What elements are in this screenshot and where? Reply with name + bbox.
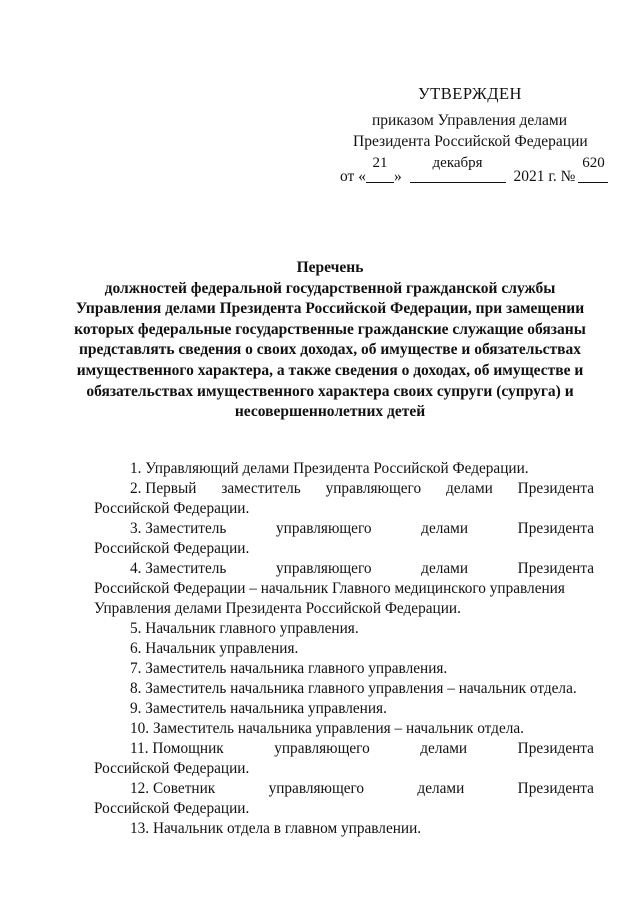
- list-item: [94, 739, 594, 779]
- date-month-blank: [410, 155, 506, 183]
- order-line-1: приказом Управления делами: [372, 112, 568, 129]
- list-item: 7. Заместитель начальника главного управления.: [130, 660, 448, 677]
- word: 3. Заместитель: [130, 520, 227, 537]
- word: делами: [445, 480, 493, 497]
- list-item: [94, 479, 594, 519]
- list-item: 9. Заместитель начальника управления.: [130, 700, 387, 717]
- list-item: 8. Заместитель начальника главного управления – начальник отдела.: [130, 680, 577, 697]
- date-month: декабря: [432, 155, 483, 171]
- date-prefix: от «: [340, 168, 366, 185]
- order-date-row: [340, 155, 608, 188]
- date-day-blank: [366, 155, 394, 183]
- order-number: 620: [582, 155, 605, 171]
- date-day: 21: [372, 155, 388, 171]
- list-item: [94, 779, 594, 819]
- title-line: несовершеннолетних детей: [234, 403, 426, 421]
- word: Президента: [517, 740, 594, 757]
- title-heading: Перечень: [296, 259, 364, 276]
- word: 2. Первый: [130, 480, 197, 497]
- list-item-continuation: Российской Федерации – начальник Главного медицинского управления: [94, 580, 565, 597]
- list-item: 5. Начальник главного управления.: [130, 620, 359, 637]
- title-line: представлять сведения о своих доходах, об имуществе и обязательствах: [78, 341, 582, 359]
- word: управляющего: [325, 480, 422, 497]
- list-item: [94, 519, 594, 559]
- word: 11. Помощник: [130, 740, 224, 757]
- list-item-first-line: [94, 559, 594, 579]
- list-item: 10. Заместитель начальника управления – начальник отдела.: [130, 720, 524, 737]
- list-item-continuation: Российской Федерации.: [94, 540, 250, 557]
- word: Президента: [517, 480, 594, 497]
- list-item-first-line: [94, 479, 594, 499]
- list-item-continuation: Российской Федерации.: [94, 760, 250, 777]
- positions-list: [94, 459, 594, 839]
- word: заместитель: [221, 480, 301, 497]
- word: Президента: [517, 560, 594, 577]
- list-item: 13. Начальник отдела в главном управлении.: [130, 820, 422, 837]
- word: 4. Заместитель: [130, 560, 227, 577]
- word: 12. Советник: [130, 780, 216, 797]
- list-item: 1. Управляющий делами Президента Российской Федерации.: [130, 460, 529, 477]
- date-year: 2021 г. №: [513, 168, 576, 185]
- word: делами: [421, 560, 469, 577]
- list-item-first-line: [94, 739, 594, 759]
- word: управляющего: [274, 740, 370, 757]
- approved-stamp: УТВЕРЖДЕН: [418, 84, 522, 103]
- list-item-continuation: Управления делами Президента Российской Федерации.: [94, 600, 461, 617]
- word: делами: [420, 740, 468, 757]
- list-item-continuation: Российской Федерации.: [94, 800, 250, 817]
- word: управляющего: [276, 560, 372, 577]
- list-item-continuation: Российской Федерации.: [94, 500, 250, 517]
- document-title: [60, 258, 600, 423]
- word: управляющего: [276, 520, 372, 537]
- list-item-first-line: [94, 519, 594, 539]
- list-item: 6. Начальник управления.: [130, 640, 299, 657]
- title-line: имущественного характера, а также сведения о доходах, об имуществе и: [76, 361, 584, 379]
- word: делами: [417, 780, 465, 797]
- date-mid: »: [393, 168, 402, 185]
- title-line: должностей федеральной государственной гражданской службы: [104, 279, 556, 297]
- list-item: [94, 559, 594, 619]
- order-number-blank: [578, 155, 608, 183]
- word: Президента: [517, 780, 594, 797]
- title-line: Управления делами Президента Российской Федерации, при замещении: [75, 300, 585, 318]
- word: Президента: [517, 520, 594, 537]
- word: делами: [421, 520, 469, 537]
- title-line: обязательствах имущественного характера своих супруги (супруга) и: [86, 382, 574, 400]
- order-line-2: Президента Российской Федерации: [353, 133, 588, 150]
- list-item-first-line: [94, 779, 594, 799]
- word: управляющего: [268, 780, 365, 797]
- title-line: которых федеральные государственные гражданские служащие обязаны: [74, 320, 586, 338]
